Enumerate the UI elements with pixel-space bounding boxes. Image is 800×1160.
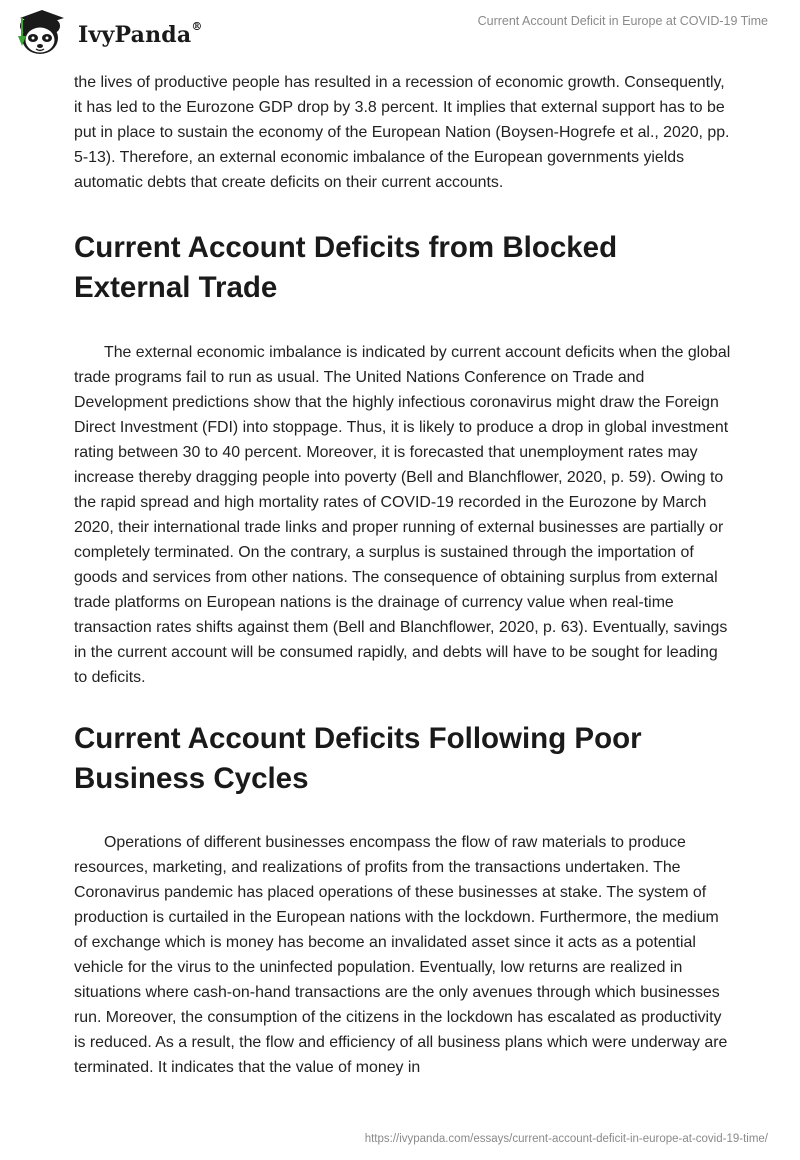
section-paragraph-business-cycles: Operations of different businesses encompass the flow of raw materials to produce resources, marketing, and realizations of profits from the transactions undertaken. The Coronavirus pandemic has placed operations of these businesses at stake. The system of production is curtailed in the European nations with the lockdown. Furthermore, the medium of exchange which is money has become an invalidated asset since it acts as a potential vehicle for the virus to the uninfected population. Eventually, low returns are realized in situations where cash-on-hand transactions are the only avenues through which businesses run. Moreover, the consumption of the citizens in the lockdown has escalated as productivity is reduced. As a result, the flow and efficiency of all business plans which were underway are terminated. It indicates that the value of money in [74,834,728,1076]
section-heading-business-cycles: Current Account Deficits Following Poor Business Cycles [74,722,642,795]
logo-wordmark: IvyPanda [78,22,192,48]
registered-mark: ® [191,20,203,33]
panda-graduation-cap-icon [14,6,72,58]
article-body [74,70,734,1080]
page-header [0,0,800,72]
section-paragraph-blocked-trade: The external economic imbalance is indicated by current account deficits when the global trade programs fail to run as usual. The United Nations Conference on Trade and Development predictions show that the highly infectious coronavirus might draw the Foreign Direct Investment (FDI) into stoppage. Thus, it is likely to produce a drop in global investment rating between 30 to 40 percent. Moreover, it is forecasted that unemployment rates may increase thereby dragging people into poverty (Bell and Blanchflower, 2020, p. 59). Owing to the rapid spread and high mortality rates of COVID-19 recorded in the Eurozone by March 2020, their international trade links and proper running of external businesses are partially or completely terminated. On the contrary, a surplus is sustained through the importation of goods and services from other nations. The consequence of obtaining surplus from external trade platforms on European nations is the drainage of currency value when real-time transaction rates shifts against them (Bell and Blanchflower, 2020, p. 63). Eventually, savings in the current account will be consumed rapidly, and debts will have to be sought for leading to deficits. [74,344,731,686]
ivypanda-logo-link[interactable] [14,6,203,58]
section-heading-blocked-trade: Current Account Deficits from Blocked External Trade [74,231,618,304]
document-title: Current Account Deficit in Europe at COVID-19 Time [477,14,768,28]
intro-paragraph: the lives of productive people has resulted in a recession of economic growth. Consequently, it has led to the Eurozone GDP drop by 3.8 percent. It implies that external support has to be put in place to sustain the economy of the European Nation (Boysen-Hogrefe et al., 2020, pp. 5-13). Therefore, an external economic imbalance of the European governments yields automatic debts that create deficits on their current accounts. [74,74,730,191]
source-url-link[interactable]: https://ivypanda.com/essays/current-account-deficit-in-europe-at-covid-19-time/ [364,1133,768,1145]
